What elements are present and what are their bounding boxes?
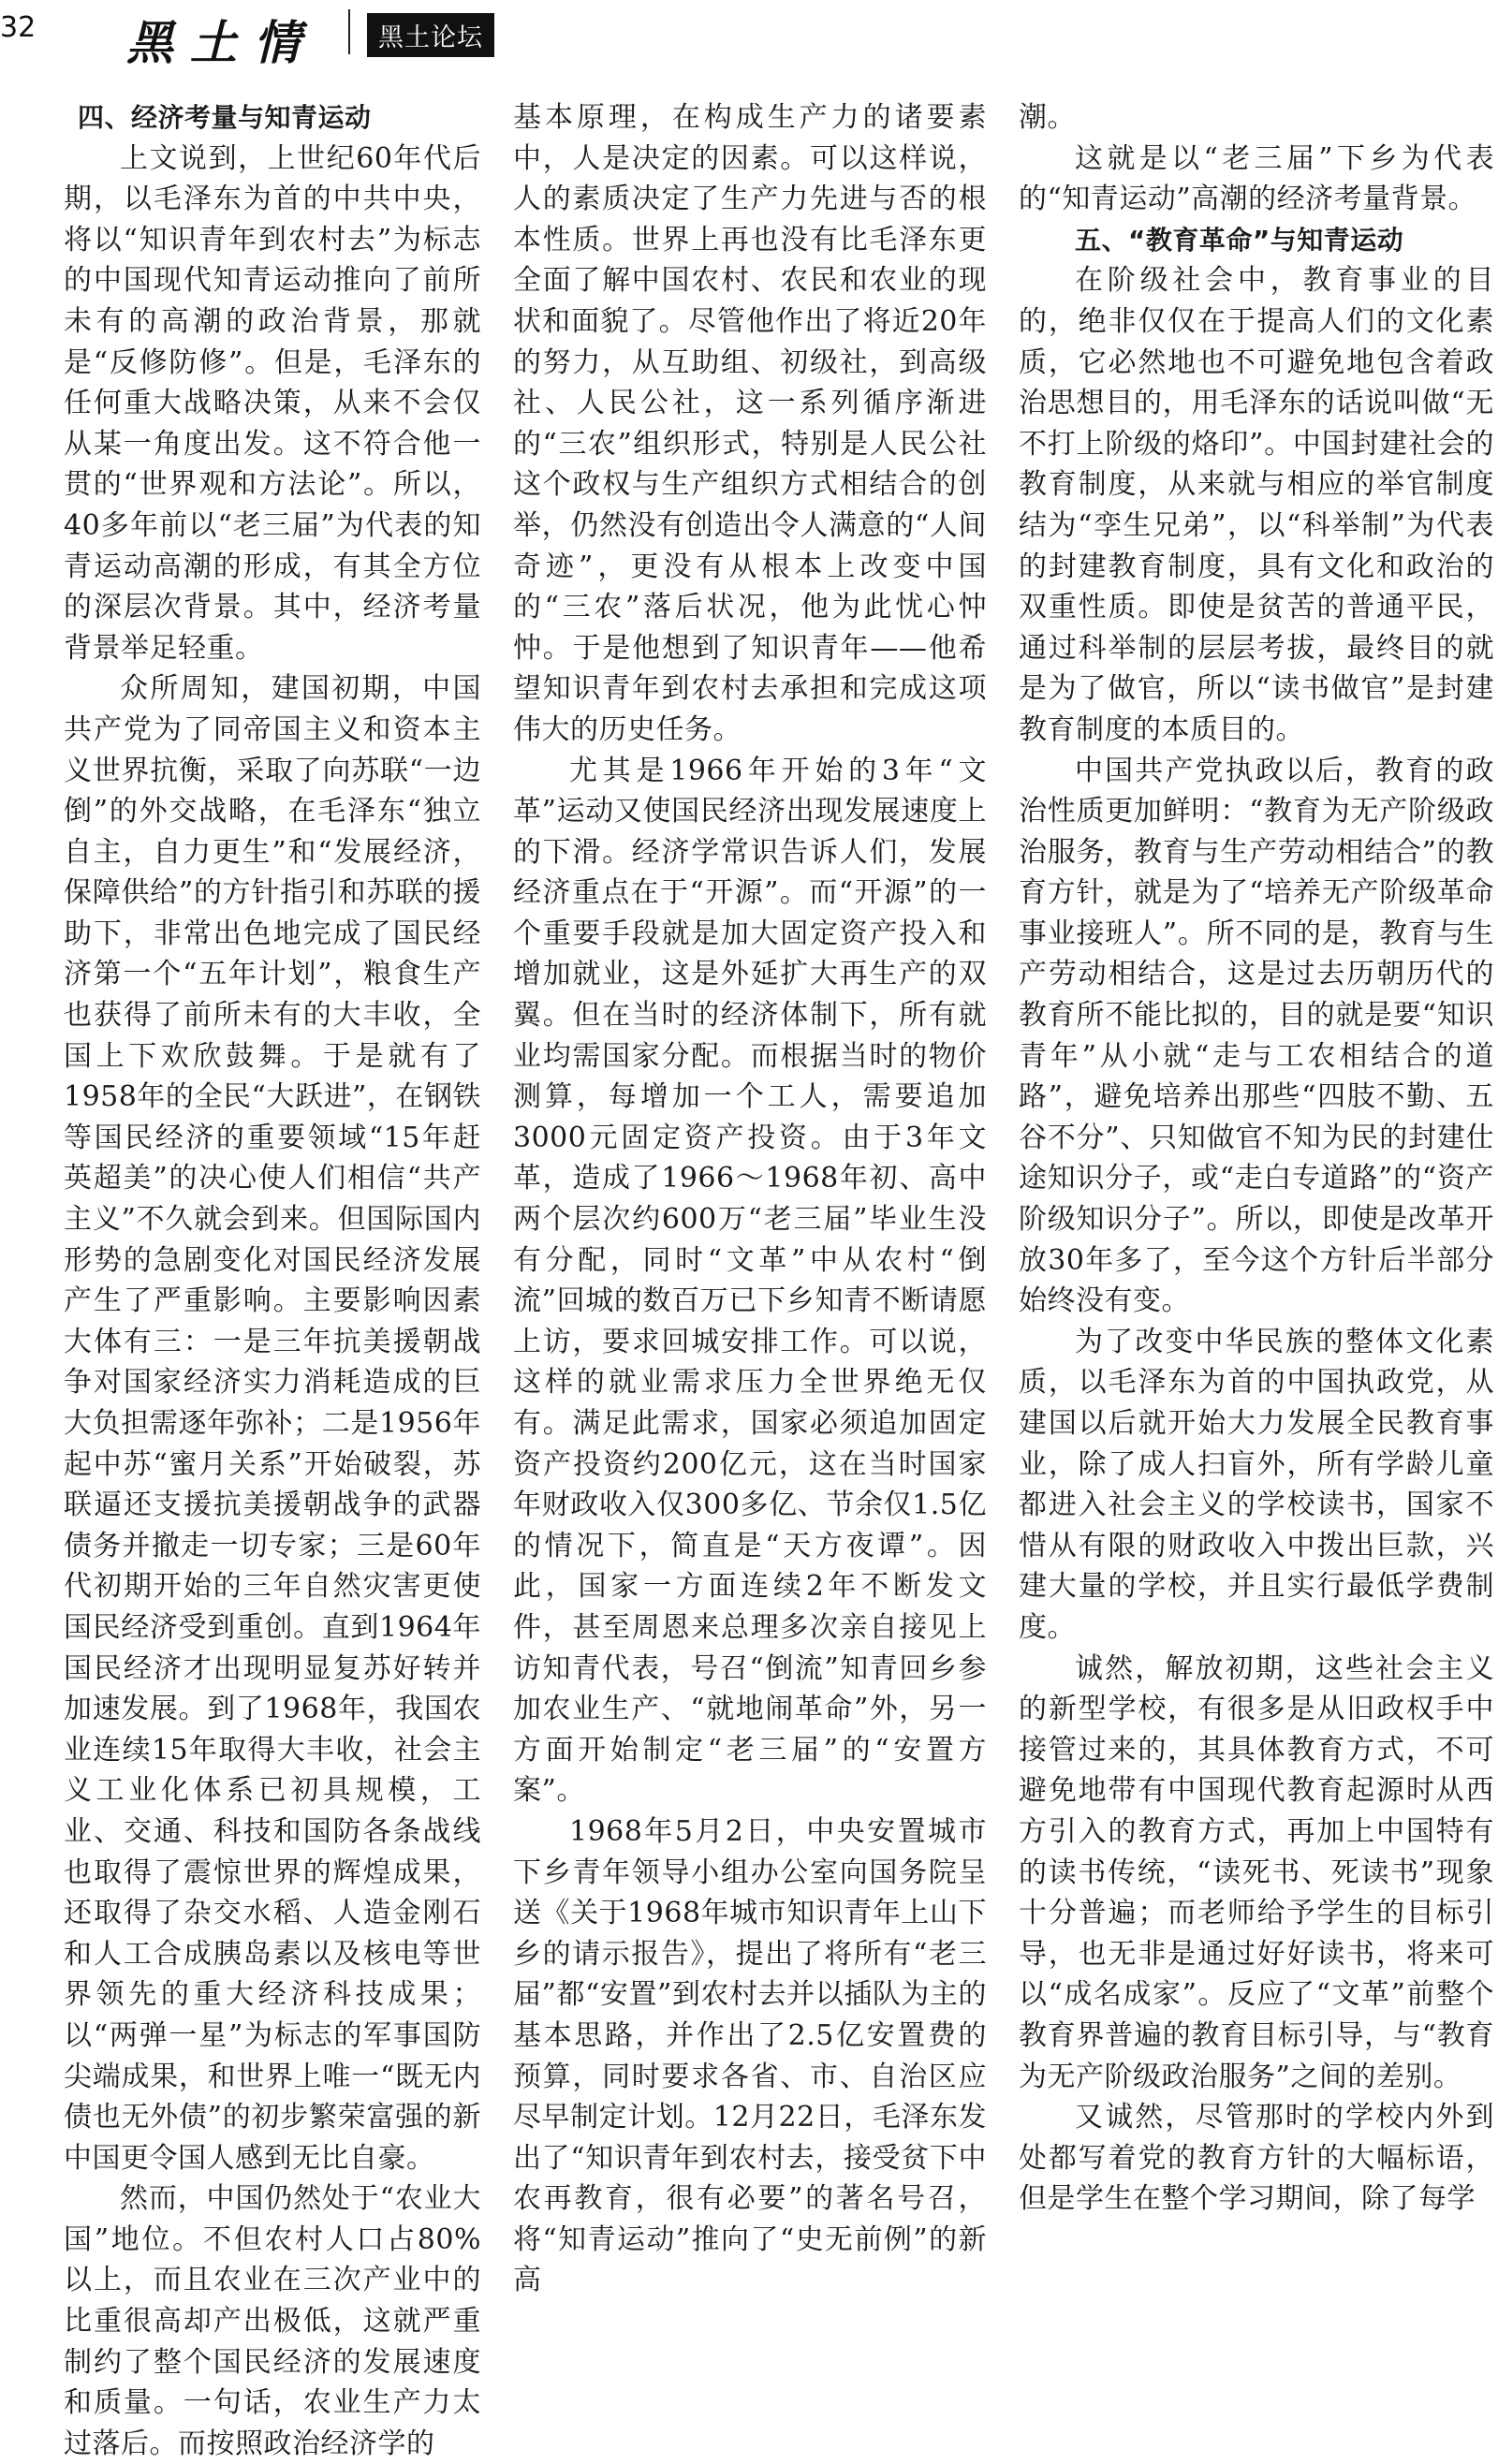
magazine-logo: 黑土情 [126,15,317,70]
section-heading-4: 四、经济考量与知青运动 [78,102,372,133]
paragraph: 诚然，解放初期，这些社会主义的新型学校，有很多是从旧政权手中接管过来的，其具体教育方式，不可避免地带有中国现代教育起源时从西方引入的教育方式，再加上中国特有的读书传统，“读死书、死读书”现象十分普遍；而老师给予学生的目标引导，也无非是通过好好读书，将来可以“成名成家”。反应了“文革”前整个教育界普遍的教育目标引导，与“教育为无产阶级政治服务”之间的差别。 [1019,1651,1494,2093]
column-3 [1019,97,1494,2216]
article-columns [0,97,1498,2460]
paragraph: 为了改变中华民族的整体文化素质，以毛泽东为首的中国执政党，从建国以后就开始大力发展全民教育事业，除了成人扫盲外，所有学龄儿童都进入社会主义的学校读书，国家不惜从有限的财政收入中拨出巨款，兴建大量的学校，并且实行最低学费制度。 [1019,1325,1494,1644]
section-tag: 黑土论坛 [367,13,494,57]
paragraph: 潮。 [1019,101,1076,134]
section-heading-5: 五、“教育革命”与知青运动 [1075,224,1404,256]
paragraph: 中国共产党执政以后，教育的政治性质更加鲜明：“教育为无产阶级政治服务，教育与生产劳动相结合”的教育方针，就是为了“培养无产阶级革命事业接班人”。所不同的是，教育与生产劳动相结合，这是过去历朝历代的教育所不能比拟的，目的就是要“知识青年”从小就“走与工农相结合的道路”，避免培养出那些“四肢不勤、五谷不分”、只知做官不知为民的封建仕途知识分子，或“走白专道路”的“资产阶级知识分子”。所以，即使是改革开放30年多了，至今这个方针后半部分始终没有变。 [1019,754,1494,1318]
column-1 [64,97,481,2460]
paragraph: 这就是以“老三届”下乡为代表的“知青运动”高潮的经济考量背景。 [1019,141,1494,216]
paragraph: 在阶级社会中，教育事业的目的，绝非仅仅在于提高人们的文化素质，它必然地也不可避免地包含着政治思想目的，用毛泽东的话说叫做“无不打上阶级的烙印”。中国封建社会的教育制度，从来就与相应的举官制度结为“孪生兄弟”，以“科举制”为代表的封建教育制度，具有文化和政治的双重性质。即使是贫苦的普通平民，通过科举制的层层考拔，最终目的就是为了做官，所以“读书做官”是封建教育制度的本质目的。 [1019,264,1494,746]
header-divider [348,9,350,54]
paragraph: 众所周知，建国初期，中国共产党为了同帝国主义和资本主义世界抗衡，采取了向苏联“一边倒”的外交战略，在毛泽东“独立自主，自力更生”和“发展经济，保障供给”的方针指引和苏联的援助下，非常出色地完成了国民经济第一个“五年计划”，粮食生产也获得了前所未有的大丰收，全国上下欢欣鼓舞。于是就有了1958年的全民“大跃进”，在钢铁等国民经济的重要领域“15年赶英超美”的决心使人们相信“共产主义”不久就会到来。但国际国内形势的急剧变化对国民经济发展产生了严重影响。主要影响因素大体有三：一是三年抗美援朝战争对国家经济实力消耗造成的巨大负担需逐年弥补；二是1956年起中苏“蜜月关系”开始破裂，苏联逼还支援抗美援朝战争的武器债务并撤走一切专家；三是60年代初期开始的三年自然灾害更使国民经济受到重创。直到1964年国民经济才出现明显复苏好转并加速发展。到了1968年，我国农业连续15年取得大丰收，社会主义工业化体系已初具规模，工业、交通、科技和国防各条战线也取得了震惊世界的辉煌成果，还取得了杂交水稻、人造金刚石和人工合成胰岛素以及核电等世界领先的重大经济科技成果；以“两弹一星”为标志的军事国防尖端成果，和世界上唯一“既无内债也无外债”的初步繁荣富强的新中国更令国人感到无比自豪。 [64,672,481,2175]
column-2 [513,97,987,2297]
paragraph: 然而，中国仍然处于“农业大国”地位。不但农村人口占80%以上，而且农业在三次产业中的比重很高却产出极低，这就严重制约了整个国民经济的发展速度和质量。一句话，农业生产力太过落后。而按照政治经济学的 [64,2182,481,2460]
paragraph: 尤其是1966年开始的3年“文革”运动又使国民经济出现发展速度上的下滑。经济学常识告诉人们，发展经济重点在于“开源”。而“开源”的一个重要手段就是加大固定资产投入和增加就业，这是外延扩大再生产的双翼。但在当时的经济体制下，所有就业均需国家分配。而根据当时的物价测算，每增加一个工人，需要追加3000元固定资产投资。由于3年文革，造成了1966～1968年初、高中两个层次约600万“老三届”毕业生没有分配，同时“文革”中从农村“倒流”回城的数百万已下乡知青不断请愿上访，要求回城安排工作。可以说，这样的就业需求压力全世界绝无仅有。满足此需求，国家必须追加固定资产投资约200亿元，这在当时国家年财政收入仅300多亿、节余仅1.5亿的情况下，简直是“天方夜谭”。因此，国家一方面连续2年不断发文件，甚至周恩来总理多次亲自接见上访知青代表，号召“倒流”知青回乡参加农业生产、“就地闹革命”外，另一方面开始制定“老三届”的“安置方案”。 [513,754,987,1808]
paragraph: 又诚然，尽管那时的学校内外到处都写着党的教育方针的大幅标语，但是学生在整个学习期间，除了每学 [1019,2101,1494,2216]
paragraph: 上文说到，上世纪60年代后期，以毛泽东为首的中共中央，将以“知识青年到农村去”为标志的中国现代知青运动推向了前所未有的高潮的政治背景，那就是“反修防修”。但是，毛泽东的任何重大战略决策，从来不会仅从某一角度出发。这不符合他一贯的“世界观和方法论”。所以，40多年前以“老三届”为代表的知青运动高潮的形成，有其全方位的深层次背景。其中，经济考量背景举足轻重。 [64,141,481,665]
paragraph: 基本原理，在构成生产力的诸要素中，人是决定的因素。可以这样说，人的素质决定了生产力先进与否的根本性质。世界上再也没有比毛泽东更全面了解中国农村、农民和农业的现状和面貌了。尽管他作出了将近20年的努力，从互助组、初级社，到高级社、人民公社，这一系列循序渐进的“三农”组织形式，特别是人民公社这个政权与生产组织方式相结合的创举，仍然没有创造出令人满意的“人间奇迹”，更没有从根本上改变中国的“三农”落后状况，他为此忧心忡忡。于是他想到了知识青年——他希望知识青年到农村去承担和完成这项伟大的历史任务。 [513,101,987,746]
paragraph: 1968年5月2日，中央安置城市下乡青年领导小组办公室向国务院呈送《关于1968年城市知识青年上山下乡的请示报告》，提出了将所有“老三届”都“安置”到农村去并以插队为主的基本思路，并作出了2.5亿安置费的预算，同时要求各省、市、自治区应尽早制定计划。12月22日，毛泽东发出了“知识青年到农村去，接受贫下中农再教育，很有必要”的著名号召，将“知青运动”推向了“史无前例”的新高 [513,1814,987,2297]
page-header [0,0,1498,70]
page-number: 32 [0,11,37,44]
